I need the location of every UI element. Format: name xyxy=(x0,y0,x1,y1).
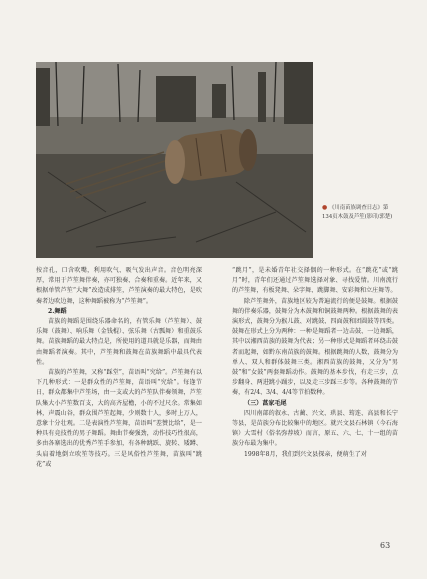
photo-caption xyxy=(322,204,398,221)
section-heading: 2.舞蹈 xyxy=(48,307,67,315)
section-heading: （三）菖家毛尾 xyxy=(244,399,287,407)
left-column xyxy=(36,266,202,470)
caption-text: 《川南苗族调查日志》第134页木鼓及芦笙(影印/郭楚) xyxy=(322,205,393,220)
paragraph: 四川南部的叙永、古蔺、兴文、珙县、筠连、高县和长宁等县，是苗族分布比较集中的地区。就兴文县石林镇（今石海镇）大雪村（俗名弥荐坡）而言，原五、六、七、十一组的苗族分布最为集中。 xyxy=(232,409,398,448)
paragraph: 苗族的芦笙舞，又称“踩堂”，苗语叫“究给”。芦笙舞有以下几种形式：一是群众性的芦笙舞，苗语叫“究给”。每逢节日，群众都集中芦笙场，由一支或大的芦笙队伴奏领舞，芦笙队集大小芦笙数百支，大的高齐屋檐，小的不过尺余。常集如林，声震山谷，群众围芦笙起舞，少则数十人，多时上万人，意象十分壮观。二是表演性芦笙舞，苗语叫“差赞比给”，是一种具有竞技性的男子舞蹈。舞曲节奏强劲，动作技巧性很高，多由各寨选出的优秀芦笙手参加，有各种跳跃、旋转、矮蹲、头肩着地倒立吹笙等技巧。三是风俗性芦笙舞，苗族叫“跳花”或 xyxy=(36,369,202,468)
paragraph: 除芦笙舞外，苗族地区较为普遍流行的便是鼓舞。根据鼓舞的伴奏乐器，鼓舞分为木鼓舞和铜鼓舞两种。根据鼓舞的表演形式，鼓舞分为猴儿鼓、对跳鼓、四面鼓和团圆鼓等四类。鼓舞在形式上分为两种：一种是舞蹈者一边击鼓、一边舞蹈，其中以湘西苗族的鼓舞为代表；另一种形式是舞蹈者环绕击鼓者而起舞，如黔东南苗族的鼓舞。根据跳舞的人数，鼓舞分为单人、双人和群体鼓舞三类。湘西苗族的鼓舞，又分为“男鼓”和“女鼓”两套舞蹈动作。鼓舞的基本步伐，有走三步，点步翻身、两进跳小踊步，以及走三步踩三步等。各种鼓舞的节奏，有2/4、3/4、4/4等节拍数种。 xyxy=(232,297,398,397)
paragraph: 苗族的舞蹈是围绕乐器命名的，有管乐舞（芦笙舞）、鼓乐舞（鼓舞）、响乐舞（金钱棍）、弦乐舞（古瓢舞）和重鼓乐舞。苗族舞蹈的最大特点是，所使用的道具就是乐器，而舞由由舞蹈者演奏。其中，芦笙舞和鼓舞在苗族舞蹈中最具代表性。 xyxy=(36,318,202,366)
paragraph: 1998年8月，我们到兴文县探亲，便萌生了对 xyxy=(244,450,367,458)
page-number: 63 xyxy=(380,541,391,550)
right-column xyxy=(232,266,398,460)
field-photo xyxy=(36,62,313,258)
paragraph: 按音孔，口含吹嘴，利用吹气、吸气发出声音。音色明亮深厚，常用于芦笙舞伴奏，亦可独奏、合奏和重奏。近年来，又根据单管芦笙“大舞”改造成排笙，芦笙演奏的最大特色，是吹奏者边吹边舞，这种舞蹈被称为“芦笙舞”。 xyxy=(36,267,202,305)
caption-bullet: ● xyxy=(322,204,328,211)
photo-scene xyxy=(36,62,313,258)
paragraph: “跳月”，是未婚青年社交择偶的一种形式。在“跳花”或“跳月”时，青年们还通过芦笙舞选择对象、寻找爱情。川南流行的芦笙舞，有板凳舞、朵字舞、跳脚舞、安彩舞和立庄舞等。 xyxy=(232,267,398,295)
